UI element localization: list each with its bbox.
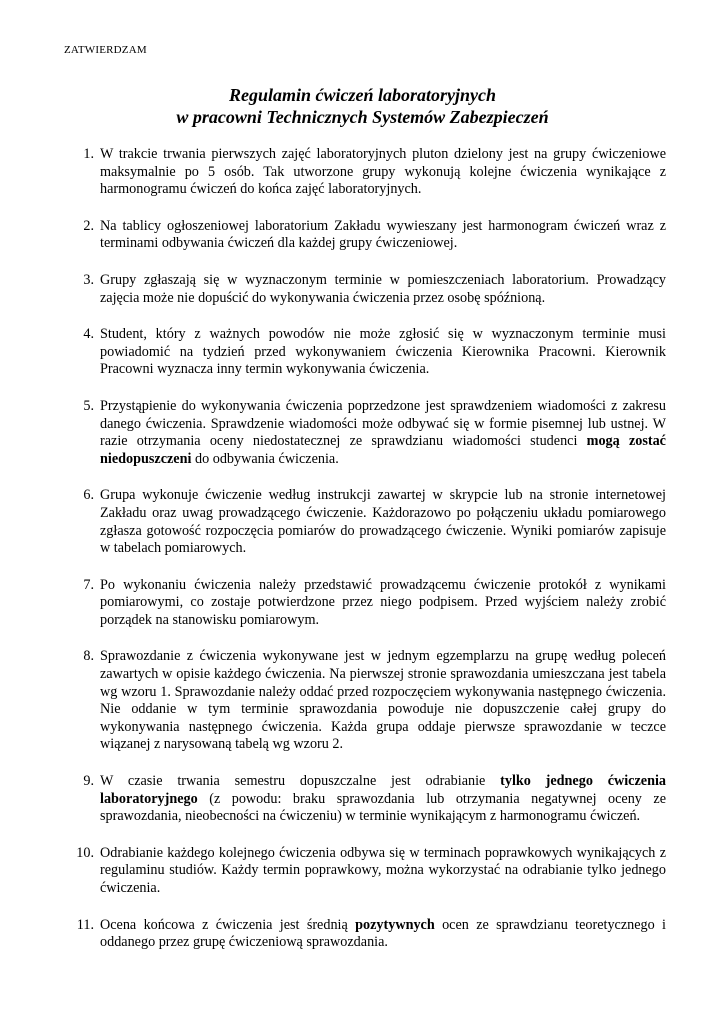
rule-item-7 <box>62 577 666 630</box>
rule-text: Na tablicy ogłoszeniowej laboratorium Zakładu wywieszany jest harmonogram ćwiczeń wraz z terminami odbywania ćwiczeń dla każdej grupy ćwiczeniowej. <box>100 217 666 252</box>
rule-number: 5. <box>83 397 94 414</box>
rule-number: 1. <box>83 146 94 162</box>
rule-item-9 <box>62 773 666 826</box>
rule-text-start: W czasie trwania semestru dopuszczalne jest odrabianie <box>100 773 501 790</box>
rule-text-end: ocen ze sprawdzianu teoretycznego i oddanego przez grupę ćwiczeniową sprawozdania. <box>100 916 666 951</box>
rule-text <box>100 773 666 826</box>
rule-number: 7. <box>83 576 94 593</box>
rule-item-10 <box>62 845 666 898</box>
rule-item-4 <box>62 326 666 379</box>
rule-text-emphasis: mogą zostać niedopuszczeni <box>100 433 666 467</box>
rule-item-6 <box>62 487 666 557</box>
rule-item-2 <box>62 218 666 253</box>
rule-number: 11. <box>76 916 94 933</box>
rule-text <box>100 398 666 468</box>
rule-item-11 <box>62 917 666 952</box>
rule-text: Odrabianie każdego kolejnego ćwiczenia odbywa się w terminach poprawkowych wynikających z regulaminu studiów. Każdy termin poprawkowy, można wykorzystać na odrabianie tylko jednego ćwiczenia. <box>100 844 666 896</box>
approval-header: ZATWIERDZAM <box>64 44 147 56</box>
rule-number: 2. <box>83 217 94 234</box>
rule-text-start: Ocena końcowa z ćwiczenia jest średnią <box>100 916 356 933</box>
rule-text: Grupy zgłaszają się w wyznaczonym terminie w pomieszczeniach laboratorium. Prowadzący zajęcia może nie dopuścić do wykonywania ćwiczenia przez osobę spóźnioną. <box>100 271 666 306</box>
rule-text: Student, który z ważnych powodów nie może zgłosić się w wyznaczonym terminie musi powiadomić na tydzień przed wykonywaniem ćwiczenia Kierownika Pracowni. Kierownik Pracowni wyznacza inny termin wykonywania ćwiczenia. <box>100 326 666 378</box>
rules-list <box>62 146 666 971</box>
rule-number: 4. <box>83 326 94 343</box>
rule-item-5 <box>62 398 666 468</box>
rule-text-end: do odbywania ćwiczenia. <box>191 450 339 467</box>
rule-text-start: Przystąpienie do wykonywania ćwiczenia poprzedzone jest sprawdzeniem wiadomości z zakresu danego ćwiczenia. Sprawdzenie wiadomości może odbywać się w formie pisemnej lub ustnej. W razie otrzymania oceny niedostatecznej ze sprawdzianu wiadomości studenci <box>100 397 666 450</box>
rule-text-end: (z powodu: braku sprawozdania lub otrzymania negatywnej oceny ze sprawozdania, nieobecności na ćwiczeniu) w terminie wynikającym z harmonogramu ćwiczeń. <box>100 790 666 825</box>
rule-item-1 <box>62 146 666 199</box>
rule-number: 6. <box>83 487 94 504</box>
rule-text: Po wykonaniu ćwiczenia należy przedstawić prowadzącemu ćwiczenie protokół z wynikami pomiarowymi, co zostaje potwierdzone przez niego podpisem. Przed wyjściem należy zrobić porządek na stanowisku pomiarowym. <box>100 576 666 628</box>
rule-number: 3. <box>83 271 94 288</box>
rule-text-emphasis: tylko jednego ćwiczenia laboratoryjnego <box>100 773 666 807</box>
rule-item-3 <box>62 272 666 307</box>
rule-item-8 <box>62 648 666 754</box>
rule-number: 10. <box>76 844 94 861</box>
rule-text-emphasis: pozytywnych <box>355 916 435 933</box>
document-title <box>0 84 725 128</box>
rule-number: 8. <box>83 648 94 665</box>
rule-text <box>100 917 666 952</box>
title-line-1: Regulamin ćwiczeń laboratoryjnych <box>228 85 496 105</box>
rule-text: W trakcie trwania pierwszych zajęć laboratoryjnych pluton dzielony jest na grupy ćwiczeniowe maksymalnie po 5 osób. Tak utworzone grupy wykonują kolejne ćwiczenia wynikające z harmonogramu ćwiczeń do końca zajęć laboratoryjnych. <box>100 146 666 198</box>
rule-text: Sprawozdanie z ćwiczenia wykonywane jest w jednym egzemplarzu na grupę według poleceń zawartych w opisie każdego ćwiczenia. Na pierwszej stronie sprawozdania umieszczana jest tabela wg wzoru 1. Sprawozdanie należy oddać przed rozpoczęciem wykonywania następnego ćwiczenia. Nie oddanie w tym terminie sprawozdania powoduje nie dopuszczenie całej grupy do wykonywania następnego ćwiczenia. Każda grupa oddaje pierwsze sprawozdanie w teczce wiązanej z narysowaną tabelą wg wzoru 2. <box>100 648 666 753</box>
rule-text: Grupa wykonuje ćwiczenie według instrukcji zawartej w skrypcie lub na stronie internetowej Zakładu oraz uwag prowadzącego ćwiczenie. Każdorazowo po połączeniu układu pomiarowego zgłasza gotowość rozpoczęcia pomiarów do prowadzącego ćwiczenie. Wyniki pomiarów zapisuje w tabelach pomiarowych. <box>100 487 666 557</box>
rule-number: 9. <box>83 773 94 790</box>
title-line-2: w pracowni Technicznych Systemów Zabezpieczeń <box>176 107 549 127</box>
